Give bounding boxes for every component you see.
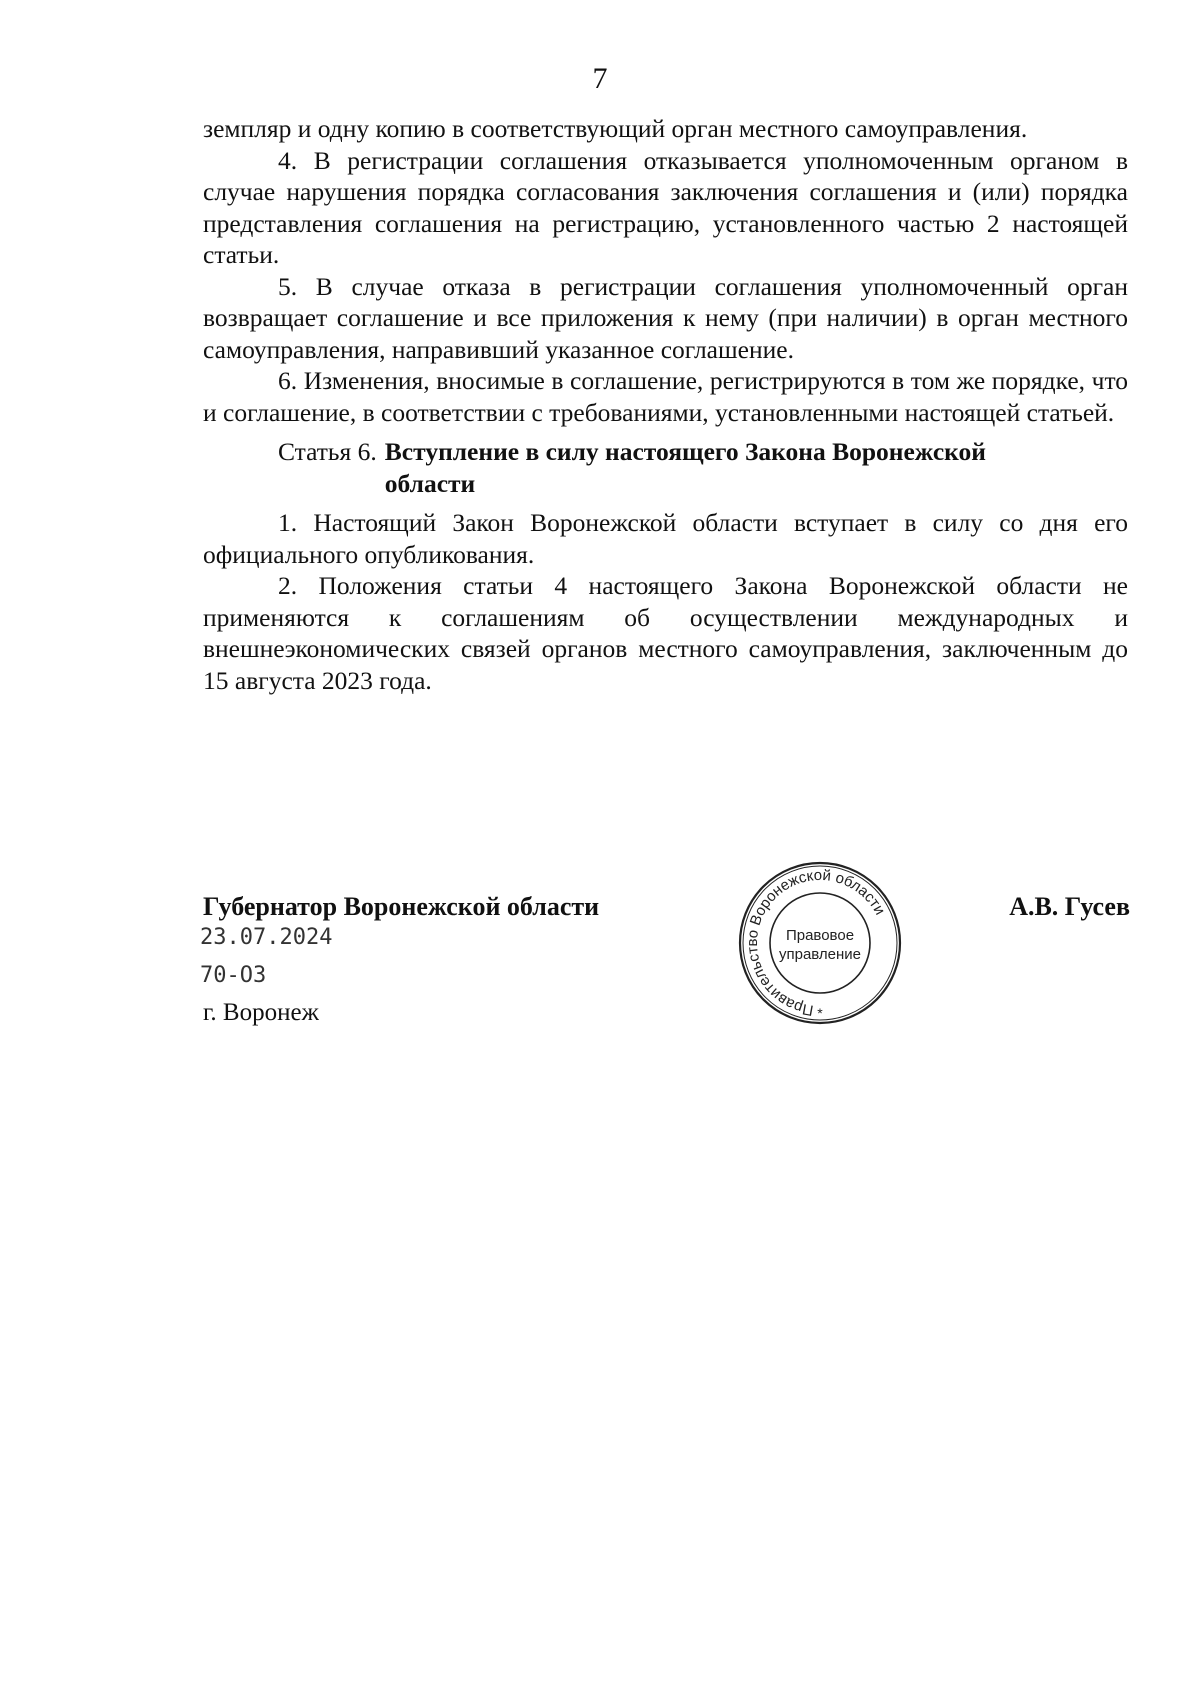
law-number: 70-ОЗ: [200, 963, 267, 988]
signatory-name: А.В. Гусев: [1009, 892, 1130, 921]
paragraph-item-6: 6. Изменения, вносимые в соглашение, регистрируются в том же порядке, что и соглашение, в соответствии с требованиями, установленными настоящей статьей.: [203, 366, 1128, 427]
article-6-paragraph-1: 1. Настоящий Закон Воронежской области вступает в силу со дня его официального опубликования.: [203, 508, 1128, 569]
article-6-heading: [203, 436, 1128, 499]
article-label: Статья 6.: [278, 437, 377, 466]
stamp-outer-text: Правительство Воронежской области: [743, 866, 889, 1019]
page-number: 7: [592, 62, 608, 95]
article-6-paragraph-2: 2. Положения статьи 4 настоящего Закона Воронежской области не применяются к соглашениям об осуществлении международных и внешнеэкономических связей органов местного самоуправления, заключенным до 15 августа 2023 года.: [203, 571, 1128, 695]
article-title: Вступление в силу настоящего Закона Воронежской области: [384, 437, 986, 498]
signing-date: 23.07.2024: [200, 925, 333, 950]
stamp-inner-line-2: управление: [778, 946, 862, 963]
stamp-star: *: [817, 1005, 823, 1021]
signing-city: г. Воронеж: [203, 999, 319, 1026]
paragraph-item-4: 4. В регистрации соглашения отказывается уполномоченным органом в случае нарушения порядка согласования заключения соглашения и (или) порядка представления соглашения на регистрацию, установленного частью 2 настоящей статьи.: [203, 145, 1128, 269]
paragraph-item-5: 5. В случае отказа в регистрации соглашения уполномоченный орган возвращает соглашение и все приложения к нему (при наличии) в орган местного самоуправления, направивший указанное соглашение.: [203, 271, 1128, 364]
signature-block: [200, 892, 1130, 1042]
paragraph-continuation: земпляр и одну копию в соответствующий орган местного самоуправления.: [203, 114, 1028, 143]
stamp-inner-line-1: Правовое: [785, 927, 855, 944]
document-body: [203, 113, 1128, 696]
signatory-title: Губернатор Воронежской области: [203, 892, 600, 921]
official-stamp: [735, 858, 905, 1028]
